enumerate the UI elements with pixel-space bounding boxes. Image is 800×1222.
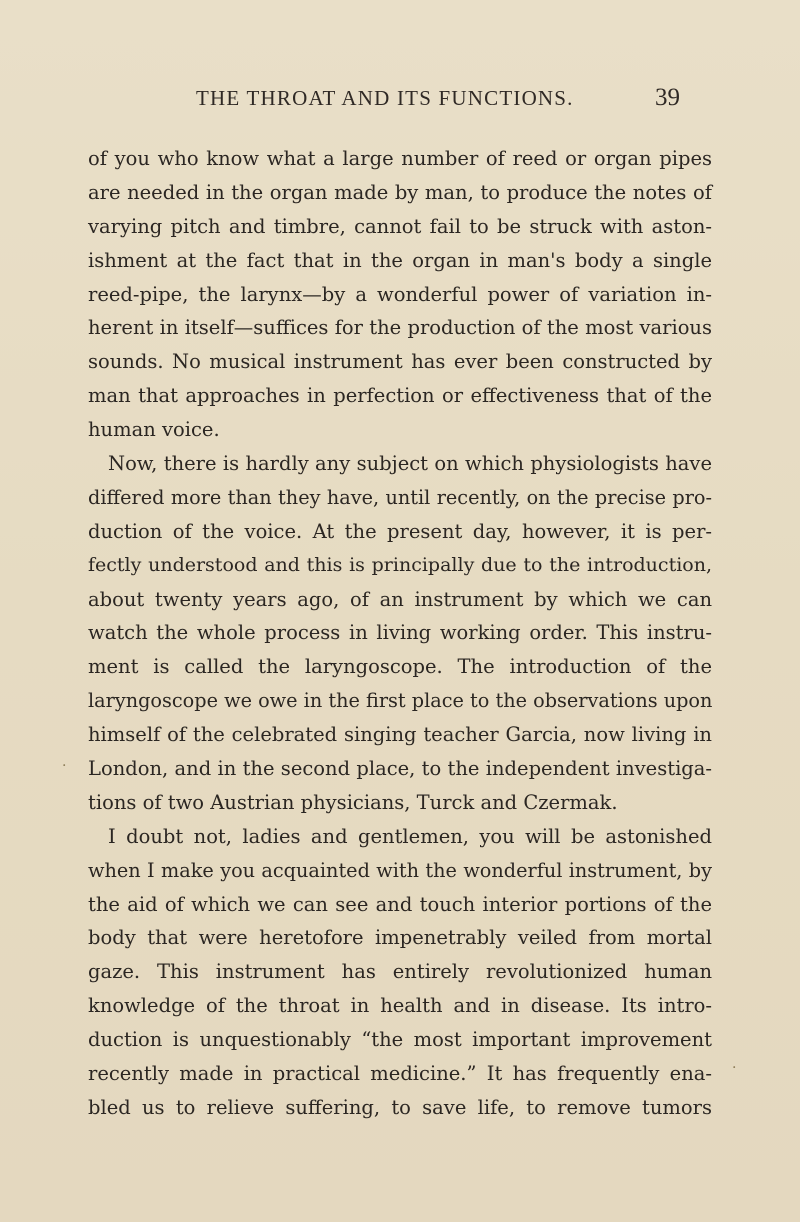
text-line: reed-pipe, the larynx—by a wonderful power of variation in- — [88, 282, 712, 306]
text-line: recently made in practical medicine.” It has frequently ena- — [88, 1062, 712, 1086]
text-line: man that approaches in perfection or effectiveness that of the — [88, 384, 712, 408]
text-line: laryngoscope we owe in the first place to the observations upon — [88, 689, 713, 713]
page-number: 39 — [655, 84, 680, 111]
text-line: gaze. This instrument has entirely revolutionized human — [88, 960, 712, 984]
margin-speck: · — [62, 758, 67, 774]
text-line: herent in itself—suffices for the production of the most various — [88, 316, 712, 340]
text-line: watch the whole process in living working order. This instru- — [88, 621, 712, 645]
text-line: differed more than they have, until recently, on the precise pro- — [88, 485, 712, 509]
text-line: duction of the voice. At the present day, however, it is per- — [88, 519, 712, 543]
text-line: knowledge of the throat in health and in disease. Its intro- — [88, 994, 712, 1018]
text-line: the aid of which we can see and touch interior portions of the — [88, 892, 712, 916]
text-line: are needed in the organ made by man, to produce the notes of — [88, 180, 712, 204]
text-line: of you who know what a large number of reed or organ pipes — [88, 147, 712, 170]
text-line: I doubt not, ladies and gentlemen, you will be astonished — [108, 824, 712, 848]
text-line: when I make you acquainted with the wonderful instrument, by — [88, 858, 712, 882]
text-line: bled us to relieve suffering, to save life, to remove tumors — [88, 1095, 712, 1119]
text-line: sounds. No musical instrument has ever been constructed by — [88, 350, 712, 374]
text-line: ment is called the laryngoscope. The introduction of the — [88, 655, 712, 679]
text-line: body that were heretofore impenetrably veiled from mortal — [88, 926, 712, 950]
margin-speck: · — [732, 1060, 737, 1076]
text-line: Now, there is hardly any subject on which physiologists have — [108, 452, 712, 476]
running-title: THE THROAT AND ITS FUNCTIONS. — [196, 86, 574, 110]
text-line: himself of the celebrated singing teacher Garcia, now living in — [88, 723, 712, 747]
text-line: fectly understood and this is principally due to the introduction, — [88, 553, 712, 576]
text-line: ishment at the fact that in the organ in man's body a single — [88, 248, 712, 272]
text-line: varying pitch and timbre, cannot fail to be struck with aston- — [88, 214, 712, 238]
text-line: duction is unquestionably “the most important improvement — [88, 1028, 712, 1052]
text-line: about twenty years ago, of an instrument by which we can — [88, 587, 712, 611]
body-text — [88, 142, 712, 1125]
text-line: tions of two Austrian physicians, Turck and Czermak. — [88, 790, 618, 814]
text-line: London, and in the second place, to the independent investiga- — [88, 757, 712, 781]
text-line: human voice. — [88, 418, 220, 442]
